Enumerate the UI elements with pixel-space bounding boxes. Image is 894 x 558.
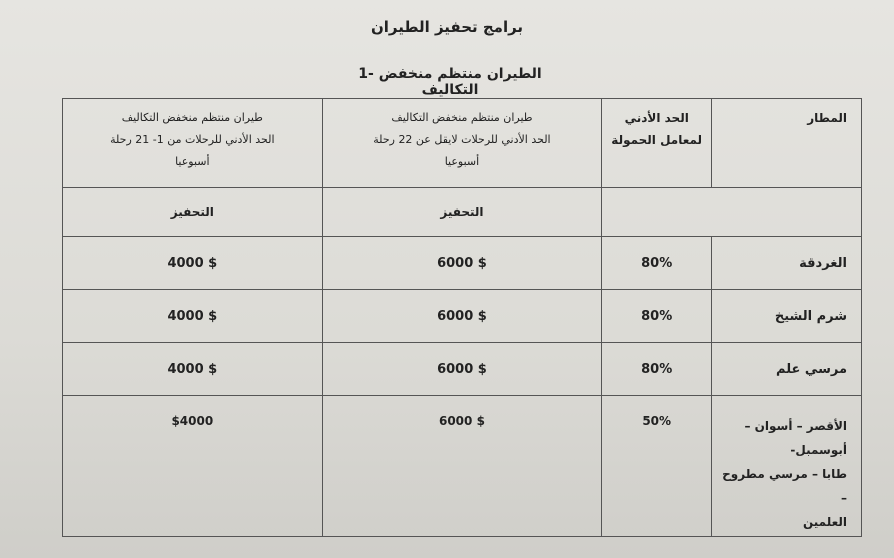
header-load-factor xyxy=(602,99,712,188)
header-21-line2: الحد الأدني للرحلات من 1- 21 رحلة xyxy=(110,133,275,146)
table-row xyxy=(63,396,862,537)
header-21-line1: طيران منتظم منخفض التكاليف xyxy=(121,111,263,124)
header-load-factor-line2: لمعامل الحمولة xyxy=(611,133,703,147)
table-row xyxy=(63,343,862,396)
incentive-table xyxy=(62,98,862,537)
row-airport-multi xyxy=(712,396,862,537)
page-title: برامج تحفيز الطيران xyxy=(370,18,524,36)
row-airport-line2: طابا – مرسي مطروح – xyxy=(722,467,847,505)
table-header-row xyxy=(63,99,862,188)
table-row xyxy=(63,290,862,343)
row-airport: مرسي علم xyxy=(712,343,862,396)
header-load-factor-line1: الحد الأدني xyxy=(624,111,689,125)
row-incentive-22: $ 6000 xyxy=(322,396,602,537)
header-airport: المطار xyxy=(712,99,862,188)
subheader-empty-cell xyxy=(602,188,862,237)
subheader-incentive-22: التحفيز xyxy=(322,188,602,237)
row-airport: الغردقة xyxy=(712,237,862,290)
header-21-line3: أسبوعيا xyxy=(175,155,210,168)
row-incentive-21: $4000 xyxy=(63,396,323,537)
row-incentive-22: $ 6000 xyxy=(322,290,602,343)
header-22-line2: الحد الأدني للرحلات لايقل عن 22 رحلة xyxy=(373,133,551,146)
row-incentive-22: $ 6000 xyxy=(322,237,602,290)
row-airport: شرم الشيخ xyxy=(712,290,862,343)
header-22-flights xyxy=(322,99,602,188)
row-airport-line3: العلمين xyxy=(802,515,847,529)
row-load-factor: 80% xyxy=(602,343,712,396)
table-row xyxy=(63,237,862,290)
section-subtitle: 1- الطيران منتظم منخفض التكاليف xyxy=(358,66,542,98)
row-incentive-21: $ 4000 xyxy=(63,237,323,290)
row-load-factor: 80% xyxy=(602,290,712,343)
row-airport-line1: الأقصر – أسوان – أبوسمبل- xyxy=(744,419,847,457)
header-22-line1: طيران منتظم منخفض التكاليف xyxy=(391,111,533,124)
row-load-factor: 50% xyxy=(602,396,712,537)
header-21-flights xyxy=(63,99,323,188)
table-subheader-row xyxy=(63,188,862,237)
row-incentive-22: $ 6000 xyxy=(322,343,602,396)
row-incentive-21: $ 4000 xyxy=(63,290,323,343)
row-incentive-21: $ 4000 xyxy=(63,343,323,396)
header-22-line3: أسبوعيا xyxy=(444,155,480,168)
subheader-incentive-21: التحفيز xyxy=(63,188,323,237)
row-load-factor: 80% xyxy=(602,237,712,290)
